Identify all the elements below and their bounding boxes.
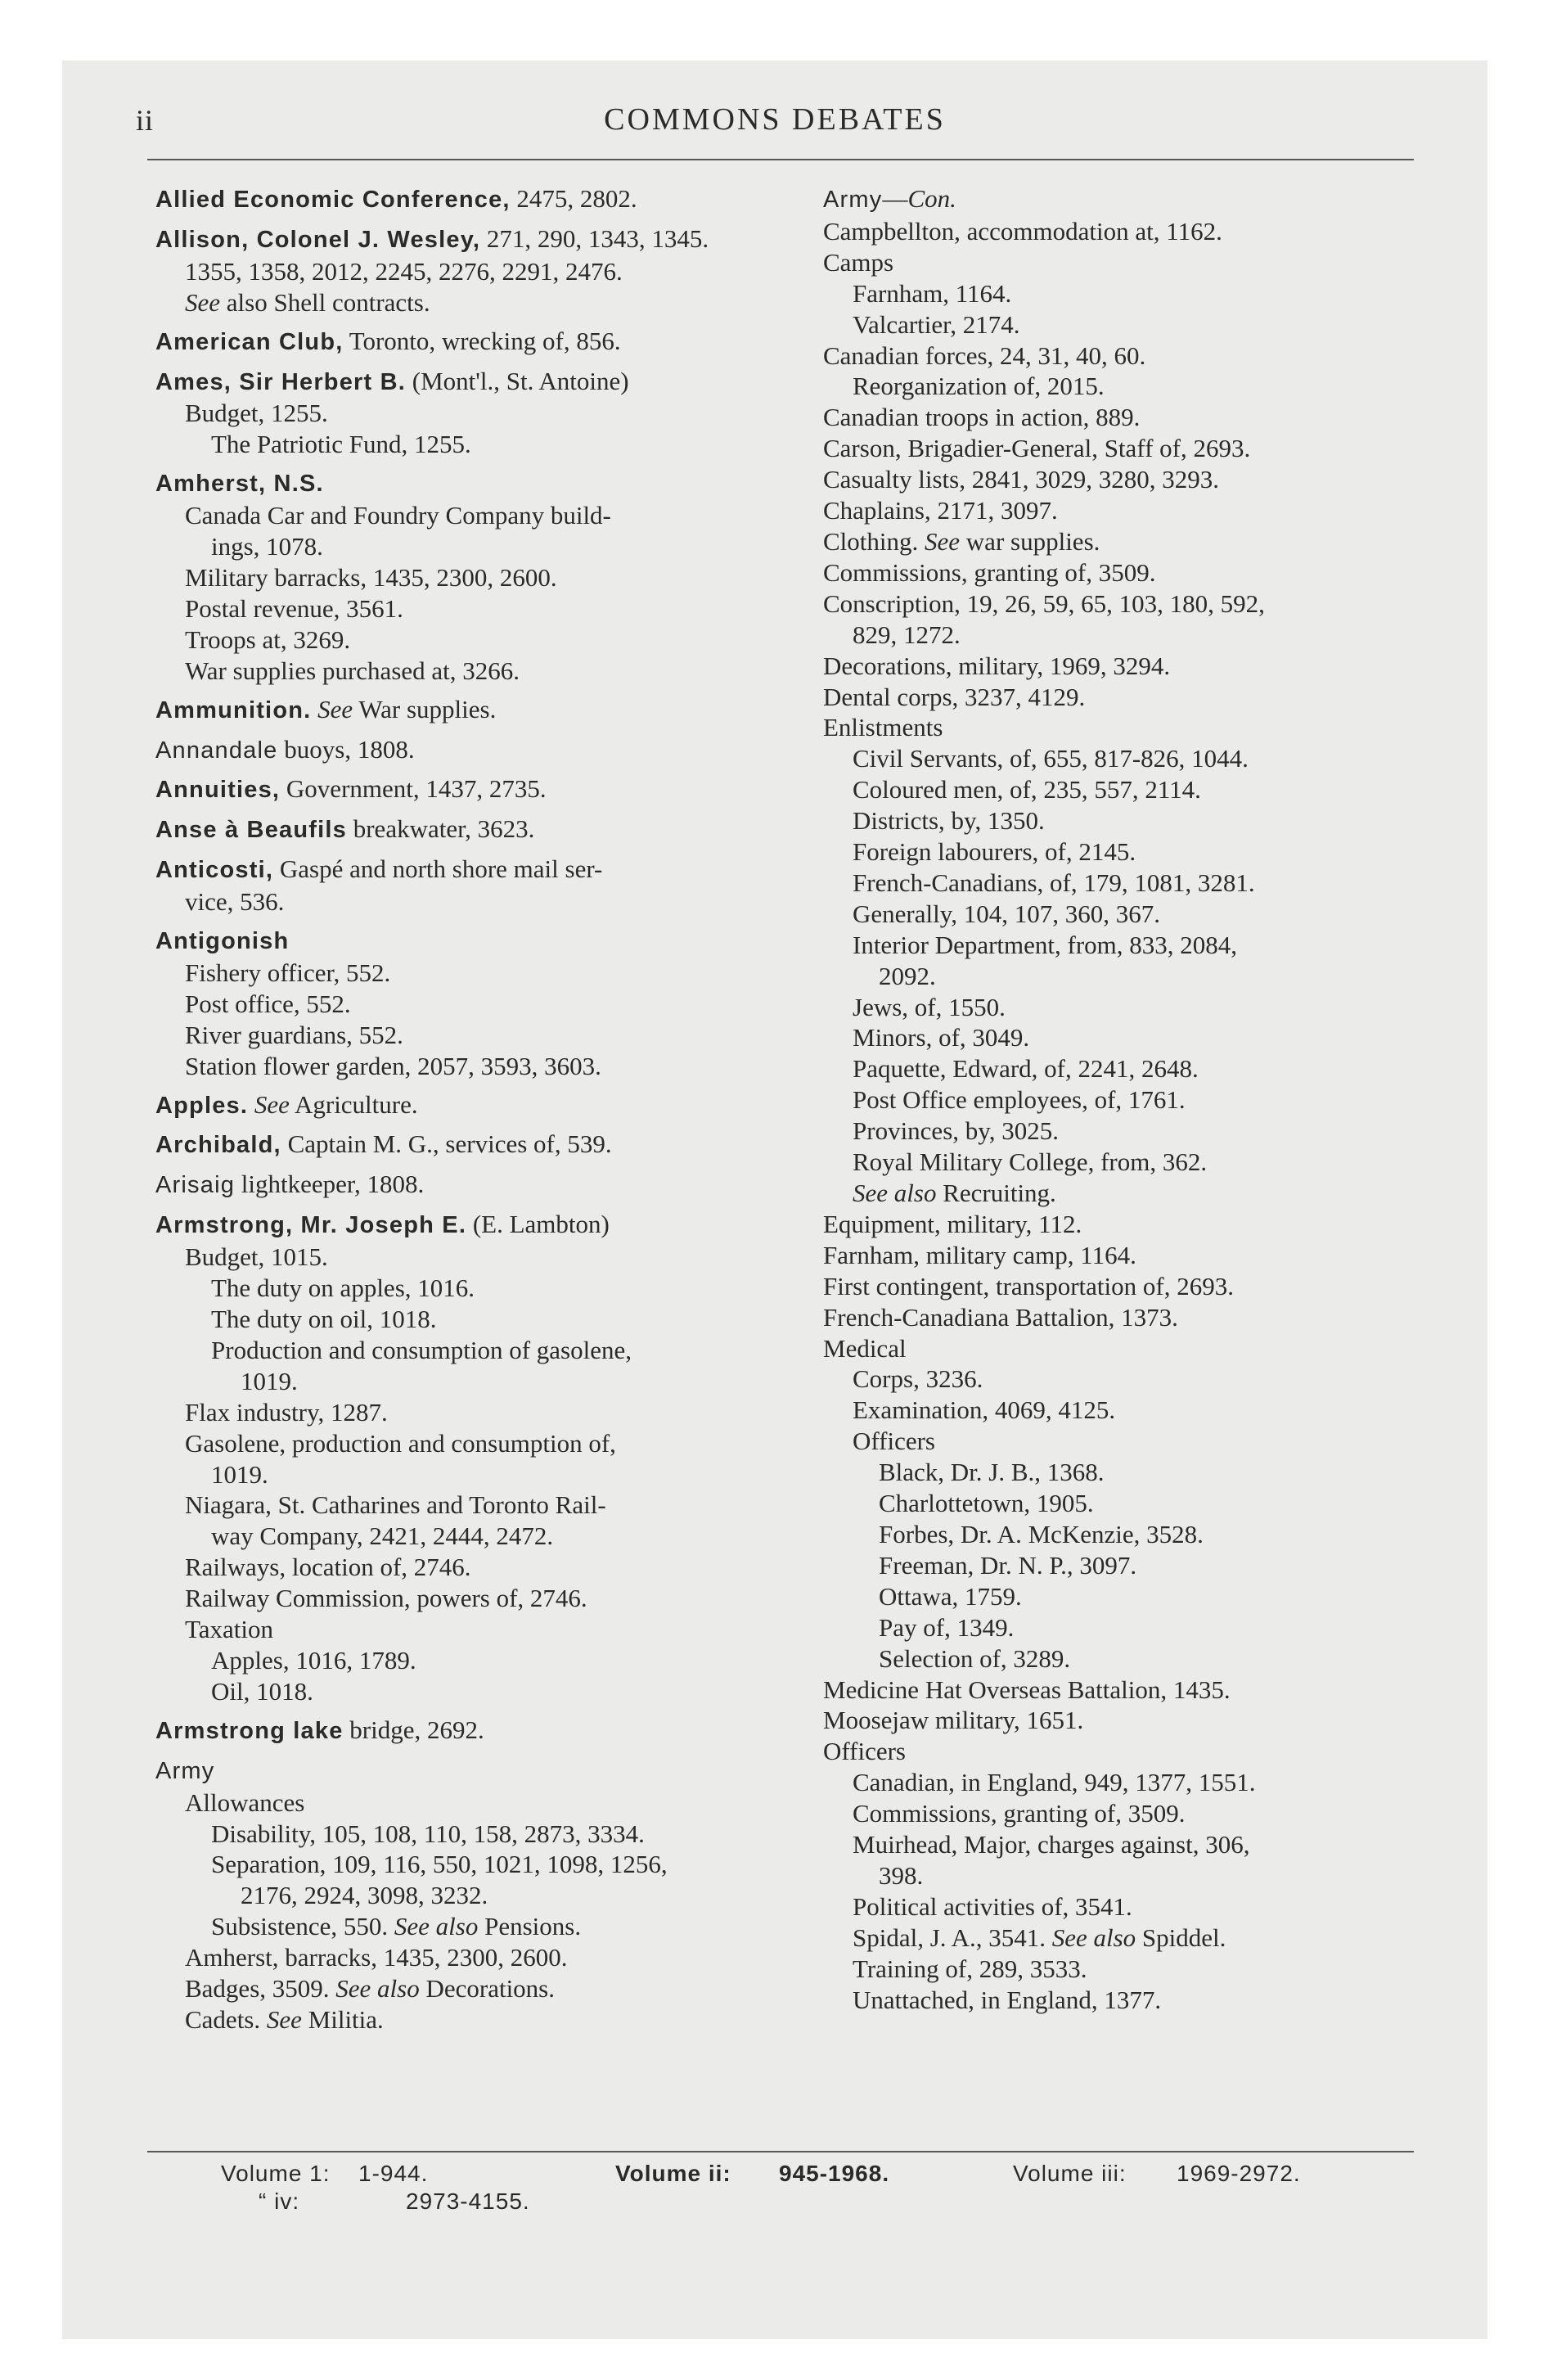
index-entry xyxy=(155,1051,831,1082)
index-entry xyxy=(823,1581,1461,1612)
entry-text: buoys, 1808. xyxy=(277,734,415,764)
entry-text: Jews, of, 1550. xyxy=(853,992,1006,1021)
index-entry xyxy=(823,1798,1461,1829)
entry-text: Production and consumption of gasolene, xyxy=(211,1335,632,1364)
running-head xyxy=(62,95,1487,144)
entry-text: Coloured men, of, 235, 557, 2114. xyxy=(853,775,1201,805)
index-entry xyxy=(823,433,1461,464)
index-entry xyxy=(155,1973,831,2004)
entry-text: — xyxy=(882,184,908,213)
index-column-right xyxy=(823,183,1461,2015)
index-entry xyxy=(155,1089,831,1122)
entry-text: Railway Commission, powers of, 2746. xyxy=(185,1584,587,1613)
entry-italic: See xyxy=(185,287,221,317)
index-entry xyxy=(823,557,1461,588)
entry-heading: Army xyxy=(823,187,883,213)
entry-text: Taxation xyxy=(185,1615,274,1644)
entry-text: 2092. xyxy=(879,961,936,990)
entry-text: Forbes, Dr. A. McKenzie, 3528. xyxy=(879,1519,1204,1548)
index-entry xyxy=(155,1169,831,1201)
entry-text: Chaplains, 2171, 3097. xyxy=(823,496,1058,525)
entry-text: Budget, 1015. xyxy=(185,1242,328,1272)
entry-text: Fishery officer, 552. xyxy=(185,958,391,987)
index-entry xyxy=(823,1116,1461,1147)
volume-3-label: Volume iii: xyxy=(1013,2161,1127,2186)
entry-text: Cadets. xyxy=(185,2004,267,2034)
index-entry xyxy=(823,651,1461,682)
entry-text: Government, 1437, 2735. xyxy=(280,774,547,804)
index-entry xyxy=(823,868,1461,899)
index-entry xyxy=(155,326,831,358)
index-entry xyxy=(823,1488,1461,1519)
index-entry xyxy=(155,1645,831,1676)
footer-rule xyxy=(147,2151,1414,2152)
index-entry xyxy=(155,256,831,287)
index-entry xyxy=(823,1922,1461,1954)
entry-italic: See xyxy=(925,526,961,556)
entry-text: War supplies. xyxy=(353,694,497,723)
entry-text xyxy=(311,695,317,723)
entry-text: Separation, 109, 116, 550, 1021, 1098, 1256, xyxy=(211,1850,668,1879)
index-entry xyxy=(155,1676,831,1707)
entry-heading: Army xyxy=(155,1757,215,1784)
index-entry xyxy=(823,1209,1461,1240)
entry-text: Ottawa, 1759. xyxy=(879,1581,1022,1611)
index-entry xyxy=(155,1428,831,1459)
index-entry xyxy=(155,223,831,256)
index-entry xyxy=(155,1242,831,1273)
entry-text: Badges, 3509. xyxy=(185,1974,336,2004)
entry-text: breakwater, 3623. xyxy=(346,814,535,844)
entry-text: War supplies purchased at, 3266. xyxy=(185,656,520,685)
entry-heading: American Club, xyxy=(155,328,344,355)
entry-text: Canada Car and Foundry Company build- xyxy=(185,501,611,530)
entry-italic: See also xyxy=(394,1912,479,1941)
entry-heading: Arisaig xyxy=(155,1172,236,1199)
entry-text: (Mont'l., St. Antoine) xyxy=(406,366,629,395)
entry-text: Foreign labourers, of, 2145. xyxy=(853,837,1136,867)
index-entry xyxy=(823,1612,1461,1643)
entry-text: Unattached, in England, 1377. xyxy=(853,1985,1162,2014)
entry-heading: Antigonish xyxy=(155,928,290,955)
index-entry xyxy=(155,562,831,593)
entry-text: Officers xyxy=(853,1427,935,1456)
entry-text: Provinces, by, 3025. xyxy=(853,1116,1059,1146)
index-entry xyxy=(823,247,1461,278)
entry-italic: See also xyxy=(1051,1922,1136,1952)
index-entry xyxy=(823,774,1461,805)
entry-text: Subsistence, 550. xyxy=(211,1912,394,1941)
index-entry xyxy=(823,836,1461,868)
index-entry xyxy=(155,1787,831,1819)
index-entry xyxy=(155,694,831,727)
entry-heading: Ames, Sir Herbert B. xyxy=(155,368,407,395)
index-entry xyxy=(823,1240,1461,1271)
index-entry xyxy=(823,712,1461,743)
index-entry xyxy=(155,398,831,429)
entry-text: Commissions, granting of, 3509. xyxy=(853,1799,1186,1828)
index-entry xyxy=(823,1178,1461,1209)
entry-text: Casualty lists, 2841, 3029, 3280, 3293. xyxy=(823,465,1219,494)
entry-text: Conscription, 19, 26, 59, 65, 103, 180, 592, xyxy=(823,588,1265,618)
entry-text: Pay of, 1349. xyxy=(879,1612,1015,1642)
entry-text: lightkeeper, 1808. xyxy=(235,1170,425,1199)
index-entry xyxy=(155,814,831,846)
index-entry xyxy=(155,886,831,917)
index-entry xyxy=(155,958,831,989)
entry-text: Enlistments xyxy=(823,713,943,742)
entry-text: Campbellton, accommodation at, 1162. xyxy=(823,216,1222,246)
entry-text: Canadian forces, 24, 31, 40, 60. xyxy=(823,340,1146,370)
entry-text: Examination, 4069, 4125. xyxy=(853,1395,1116,1425)
index-entry xyxy=(155,1335,831,1366)
entry-text: Decorations. xyxy=(419,1974,555,2004)
index-entry xyxy=(155,925,831,958)
entry-text: Disability, 105, 108, 110, 158, 2873, 3334. xyxy=(211,1819,645,1848)
index-entry xyxy=(155,500,831,531)
entry-text: Minors, of, 3049. xyxy=(853,1023,1030,1053)
entry-text: Clothing. xyxy=(823,526,925,556)
entry-text: The Patriotic Fund, 1255. xyxy=(211,430,471,459)
entry-text: Flax industry, 1287. xyxy=(185,1397,388,1427)
index-entry xyxy=(823,930,1461,961)
index-entry xyxy=(823,1395,1461,1426)
entry-text xyxy=(248,1090,254,1119)
entry-italic: See xyxy=(317,694,353,723)
index-entry xyxy=(823,1364,1461,1395)
index-entry xyxy=(823,1053,1461,1084)
entry-text: bridge, 2692. xyxy=(343,1715,484,1744)
entry-text: Interior Department, from, 833, 2084, xyxy=(853,930,1238,959)
entry-italic: See also xyxy=(853,1179,937,1207)
index-entry xyxy=(823,961,1461,992)
index-entry xyxy=(155,2004,831,2035)
entry-text: Medical xyxy=(823,1333,907,1363)
index-entry xyxy=(155,1209,831,1242)
index-entry xyxy=(155,1273,831,1304)
index-entry xyxy=(823,682,1461,713)
volume-4-label: “ iv: xyxy=(259,2188,300,2214)
entry-text: Royal Military College, from, 362. xyxy=(853,1147,1208,1177)
entry-text: Recruiting. xyxy=(936,1179,1056,1207)
entry-text: Charlottetown, 1905. xyxy=(879,1489,1094,1518)
entry-text: Gasolene, production and consumption of, xyxy=(185,1428,616,1458)
entry-text: Districts, by, 1350. xyxy=(853,806,1045,836)
entry-italic: See xyxy=(254,1089,290,1119)
entry-text: First contingent, transportation of, 2693. xyxy=(823,1271,1234,1300)
entry-text: Equipment, military, 112. xyxy=(823,1209,1082,1238)
index-entry xyxy=(823,216,1461,247)
entry-text: Corps, 3236. xyxy=(853,1364,983,1394)
index-entry xyxy=(823,1550,1461,1581)
entry-heading: Allison, Colonel J. Wesley, xyxy=(155,226,481,253)
index-entry xyxy=(823,1333,1461,1364)
entry-text: Post Office employees, of, 1761. xyxy=(853,1085,1186,1115)
entry-text: Budget, 1255. xyxy=(185,399,328,428)
index-entry xyxy=(823,526,1461,557)
entry-text: Post office, 552. xyxy=(185,989,351,1018)
index-entry xyxy=(155,1942,831,1973)
entry-text: Black, Dr. J. B., 1368. xyxy=(879,1458,1105,1487)
index-entry xyxy=(823,1302,1461,1333)
entry-text: war supplies. xyxy=(960,526,1100,556)
index-entry xyxy=(823,1147,1461,1178)
index-entry xyxy=(155,1366,831,1397)
entry-text: Toronto, wrecking of, 856. xyxy=(343,326,621,355)
index-entry xyxy=(155,854,831,886)
entry-text: Dental corps, 3237, 4129. xyxy=(823,682,1086,711)
index-entry xyxy=(155,429,831,460)
entry-text: Decorations, military, 1969, 3294. xyxy=(823,651,1171,680)
entry-text: Spidal, J. A., 3541. xyxy=(853,1922,1052,1952)
index-entry xyxy=(823,1084,1461,1116)
index-entry xyxy=(155,467,831,500)
entry-text: 2475, 2802. xyxy=(510,184,637,213)
index-entry xyxy=(823,309,1461,340)
index-entry xyxy=(823,495,1461,526)
index-entry xyxy=(155,1552,831,1583)
entry-text: Allowances xyxy=(185,1787,305,1817)
entry-text: Gaspé and north shore mail ser- xyxy=(273,854,603,884)
index-entry xyxy=(155,531,831,562)
entry-text: Officers xyxy=(823,1737,906,1766)
index-entry xyxy=(823,402,1461,433)
index-entry xyxy=(155,734,831,767)
entry-text: Camps xyxy=(823,247,894,277)
index-entry xyxy=(155,1459,831,1490)
entry-text: Canadian, in England, 949, 1377, 1551. xyxy=(853,1768,1256,1797)
entry-text: The duty on oil, 1018. xyxy=(211,1305,437,1333)
index-entry xyxy=(823,1643,1461,1675)
entry-heading: Apples. xyxy=(155,1092,249,1119)
index-entry xyxy=(823,1519,1461,1550)
index-entry xyxy=(155,1020,831,1051)
index-column-left xyxy=(155,183,831,2035)
volume-4-range: 2973-4155. xyxy=(406,2188,530,2214)
index-entry xyxy=(155,1490,831,1521)
entry-text: Paquette, Edward, of, 2241, 2648. xyxy=(853,1054,1199,1084)
entry-heading: Annandale xyxy=(155,737,278,764)
entry-heading: Ammunition. xyxy=(155,696,312,723)
entry-heading: Allied Economic Conference, xyxy=(155,187,511,213)
index-entry xyxy=(155,366,831,399)
entry-text: Training of, 289, 3533. xyxy=(853,1954,1087,1983)
entry-text: Farnham, 1164. xyxy=(853,278,1012,308)
entry-text: Pensions. xyxy=(478,1912,582,1941)
entry-text: Valcartier, 2174. xyxy=(853,309,1020,339)
volume-2-label: Volume ii: xyxy=(615,2161,731,2186)
index-entry xyxy=(823,1705,1461,1736)
index-entry xyxy=(155,593,831,624)
index-entry xyxy=(155,1583,831,1614)
index-entry xyxy=(155,624,831,656)
entry-text: 1019. xyxy=(211,1459,268,1489)
entry-text: Spiddel. xyxy=(1136,1922,1226,1952)
index-entry xyxy=(823,743,1461,774)
entry-text: Captain M. G., services of, 539. xyxy=(281,1129,612,1159)
entry-heading: Anticosti, xyxy=(155,857,274,884)
entry-text: 1019. xyxy=(241,1366,298,1395)
index-entry xyxy=(823,1426,1461,1457)
entry-heading: Archibald, xyxy=(155,1132,281,1159)
entry-text: Farnham, military camp, 1164. xyxy=(823,1240,1136,1269)
page-sheet xyxy=(62,61,1487,2339)
entry-heading: Anse à Beaufils xyxy=(155,817,347,844)
entry-text: French-Canadiana Battalion, 1373. xyxy=(823,1302,1178,1332)
entry-text: way Company, 2421, 2444, 2472. xyxy=(211,1521,554,1551)
index-entry xyxy=(823,1736,1461,1767)
index-entry xyxy=(155,1129,831,1161)
index-entry xyxy=(155,1304,831,1335)
entry-text: Medicine Hat Overseas Battalion, 1435. xyxy=(823,1675,1231,1704)
entry-text: Militia. xyxy=(301,2004,384,2034)
entry-text: Amherst, barracks, 1435, 2300, 2600. xyxy=(185,1943,568,1972)
entry-text: Military barracks, 1435, 2300, 2600. xyxy=(185,562,557,592)
entry-text: Troops at, 3269. xyxy=(185,624,351,654)
entry-heading: Annuities, xyxy=(155,777,281,804)
index-entry xyxy=(155,1614,831,1645)
entry-text: The duty on apples, 1016. xyxy=(211,1273,475,1303)
index-entry xyxy=(823,1860,1461,1891)
entry-text: Postal revenue, 3561. xyxy=(185,593,403,623)
index-entry xyxy=(823,464,1461,495)
entry-text: Freeman, Dr. N. P., 3097. xyxy=(879,1550,1137,1580)
index-entry xyxy=(823,1675,1461,1706)
entry-text: also Shell contracts. xyxy=(220,287,430,317)
entry-heading: Armstrong, Mr. Joseph E. xyxy=(155,1212,467,1239)
index-entry xyxy=(823,805,1461,836)
entry-italic: Con. xyxy=(907,184,956,213)
entry-text: River guardians, 552. xyxy=(185,1020,403,1049)
index-entry xyxy=(823,588,1461,620)
entry-text: Railways, location of, 2746. xyxy=(185,1553,471,1582)
index-entry xyxy=(155,287,831,318)
entry-text: Reorganization of, 2015. xyxy=(853,372,1105,401)
entry-heading: Amherst, N.S. xyxy=(155,471,324,498)
index-entry xyxy=(823,371,1461,402)
entry-text: 2176, 2924, 3098, 3232. xyxy=(241,1881,488,1910)
index-entry xyxy=(823,1271,1461,1302)
index-entry xyxy=(823,1891,1461,1922)
index-entry xyxy=(155,1819,831,1850)
index-entry xyxy=(823,992,1461,1023)
entry-text: Niagara, St. Catharines and Toronto Rail- xyxy=(185,1490,606,1520)
entry-text: Agriculture. xyxy=(289,1089,418,1119)
entry-text: Canadian troops in action, 889. xyxy=(823,403,1141,432)
entry-italic: See also xyxy=(335,1974,420,2004)
entry-text: Station flower garden, 2057, 3593, 3603. xyxy=(185,1051,601,1080)
entry-text: ings, 1078. xyxy=(211,532,323,561)
entry-heading: Armstrong lake xyxy=(155,1717,344,1744)
volume-1-range: 1-944. xyxy=(358,2161,429,2186)
header-rule xyxy=(147,159,1414,160)
entry-text: 1355, 1358, 2012, 2245, 2276, 2291, 2476. xyxy=(185,256,623,286)
index-entry xyxy=(823,620,1461,651)
index-entry xyxy=(155,1715,831,1747)
index-entry xyxy=(155,773,831,806)
index-entry xyxy=(823,278,1461,309)
index-entry xyxy=(155,1521,831,1552)
entry-text: 398. xyxy=(879,1860,924,1890)
page-title: COMMONS DEBATES xyxy=(604,102,946,137)
entry-text: Generally, 104, 107, 360, 367. xyxy=(853,899,1160,928)
entry-text: Selection of, 3289. xyxy=(879,1643,1071,1673)
index-entry xyxy=(155,1849,831,1880)
index-entry xyxy=(155,1755,831,1787)
index-entry xyxy=(823,899,1461,930)
index-entry xyxy=(155,1397,831,1428)
entry-text: vice, 536. xyxy=(185,887,285,917)
index-entry xyxy=(155,1880,831,1911)
index-entry xyxy=(823,1985,1461,2016)
index-entry xyxy=(155,656,831,687)
index-entry xyxy=(155,1911,831,1942)
volume-3-range: 1969-2972. xyxy=(1177,2161,1301,2186)
entry-text: Carson, Brigadier-General, Staff of, 2693. xyxy=(823,434,1251,463)
entry-text: Apples, 1016, 1789. xyxy=(211,1645,416,1675)
index-entry xyxy=(823,1829,1461,1860)
entry-text: Oil, 1018. xyxy=(211,1676,313,1706)
index-entry xyxy=(823,183,1461,216)
entry-text: Commissions, granting of, 3509. xyxy=(823,557,1156,587)
entry-text: Muirhead, Major, charges against, 306, xyxy=(853,1830,1250,1859)
index-entry xyxy=(155,989,831,1020)
index-entry xyxy=(155,183,831,216)
entry-text: French-Canadians, of, 179, 1081, 3281. xyxy=(853,868,1255,897)
entry-text: (E. Lambton) xyxy=(466,1210,610,1239)
volume-1-label: Volume 1: xyxy=(221,2161,331,2186)
index-entry xyxy=(823,340,1461,372)
entry-italic: See xyxy=(266,2004,302,2034)
entry-text: Political activities of, 3541. xyxy=(853,1891,1132,1921)
index-entry xyxy=(823,1022,1461,1053)
index-entry xyxy=(823,1767,1461,1798)
entry-text: Moosejaw military, 1651. xyxy=(823,1706,1084,1735)
index-entry xyxy=(823,1457,1461,1488)
index-entry xyxy=(823,1954,1461,1985)
volume-2-range: 945-1968. xyxy=(779,2161,890,2186)
entry-text: 271, 290, 1343, 1345. xyxy=(480,223,709,253)
entry-text: 829, 1272. xyxy=(853,620,961,649)
entry-text: Civil Servants, of, 655, 817-826, 1044. xyxy=(853,744,1249,773)
page-folio: ii xyxy=(136,104,155,137)
